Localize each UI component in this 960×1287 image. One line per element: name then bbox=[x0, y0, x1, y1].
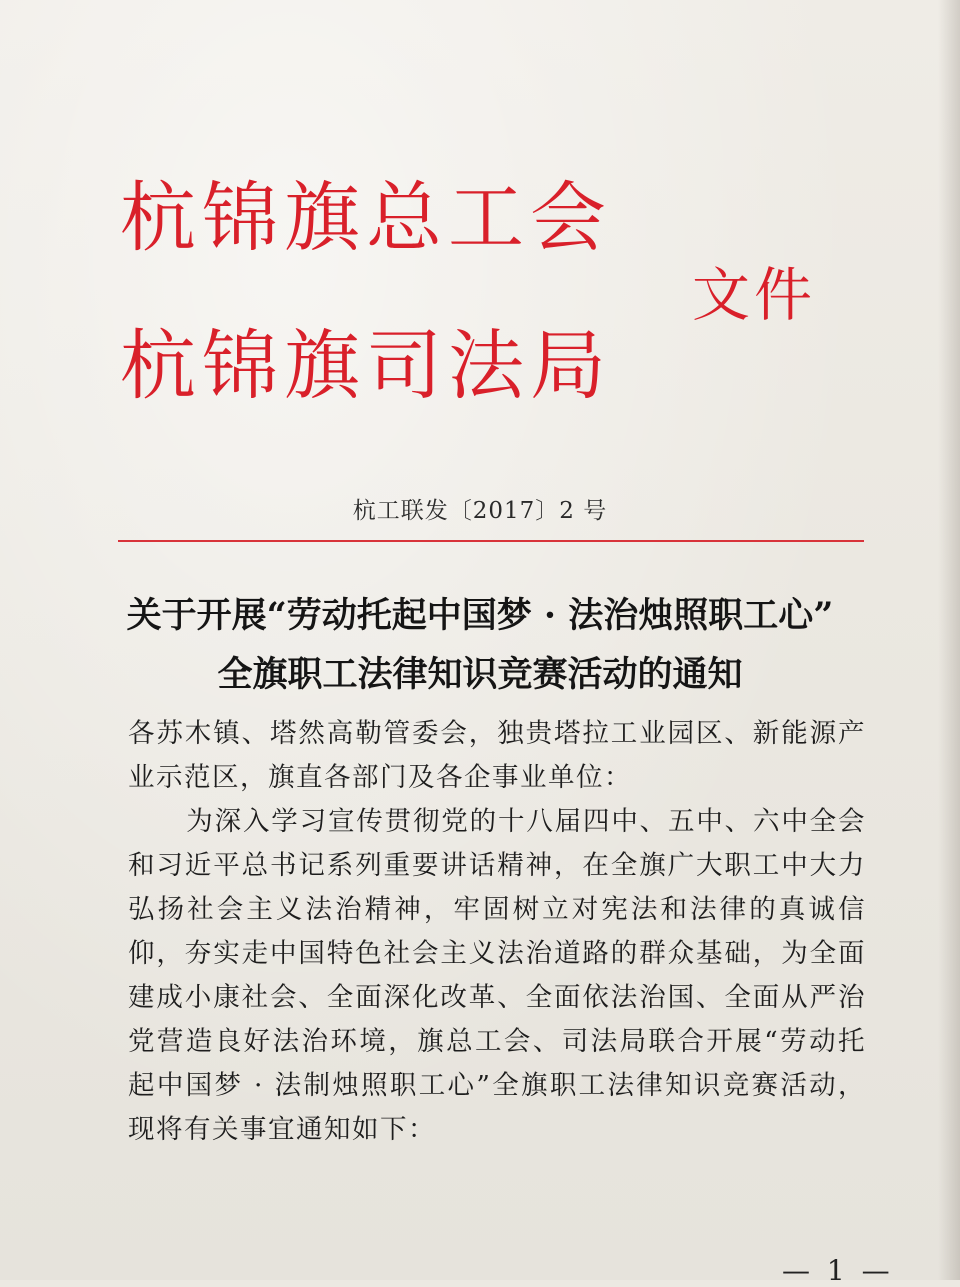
document-type-label: 文件 bbox=[692, 261, 817, 329]
document-title-line-2: 全旗职工法律知识竞赛活动的通知 bbox=[217, 654, 743, 695]
salutation-text: 各苏木镇、塔然高勒管委会，独贵塔拉工业园区、新能源产业示范区，旗直各部门及各企事业单位： bbox=[128, 718, 866, 793]
body-paragraph: 为深入学习宣传贯彻党的十八届四中、五中、六中全会和习近平总书记系列重要讲话精神，在全旗广大职工中大力弘扬社会主义法治精神，牢固树立对宪法和法律的真诚信仰，夯实走中国特色社会主义法治道路的群众基础，为全面建成小康社会、全面深化改革、全面依法治国、全面从严治党营造良好法治环境，旗总工会、司法局联合开展“劳动托起中国梦 · 法制烛照职工心”全旗职工法律知识竞赛活动，现将有关事宜通知如下： bbox=[128, 806, 866, 1145]
issuer-name-1: 杭锦旗总工会 bbox=[120, 173, 612, 262]
page-number: — 1 — bbox=[782, 1254, 894, 1287]
document-number: 杭工联发〔2017〕2 号 bbox=[352, 498, 608, 524]
page-edge-shadow bbox=[938, 0, 960, 1280]
issuer-name-2: 杭锦旗司法局 bbox=[120, 321, 612, 410]
header-divider-line bbox=[118, 540, 864, 542]
document-title-line-1: 关于开展“劳动托起中国梦 · 法治烛照职工心” bbox=[126, 595, 834, 636]
